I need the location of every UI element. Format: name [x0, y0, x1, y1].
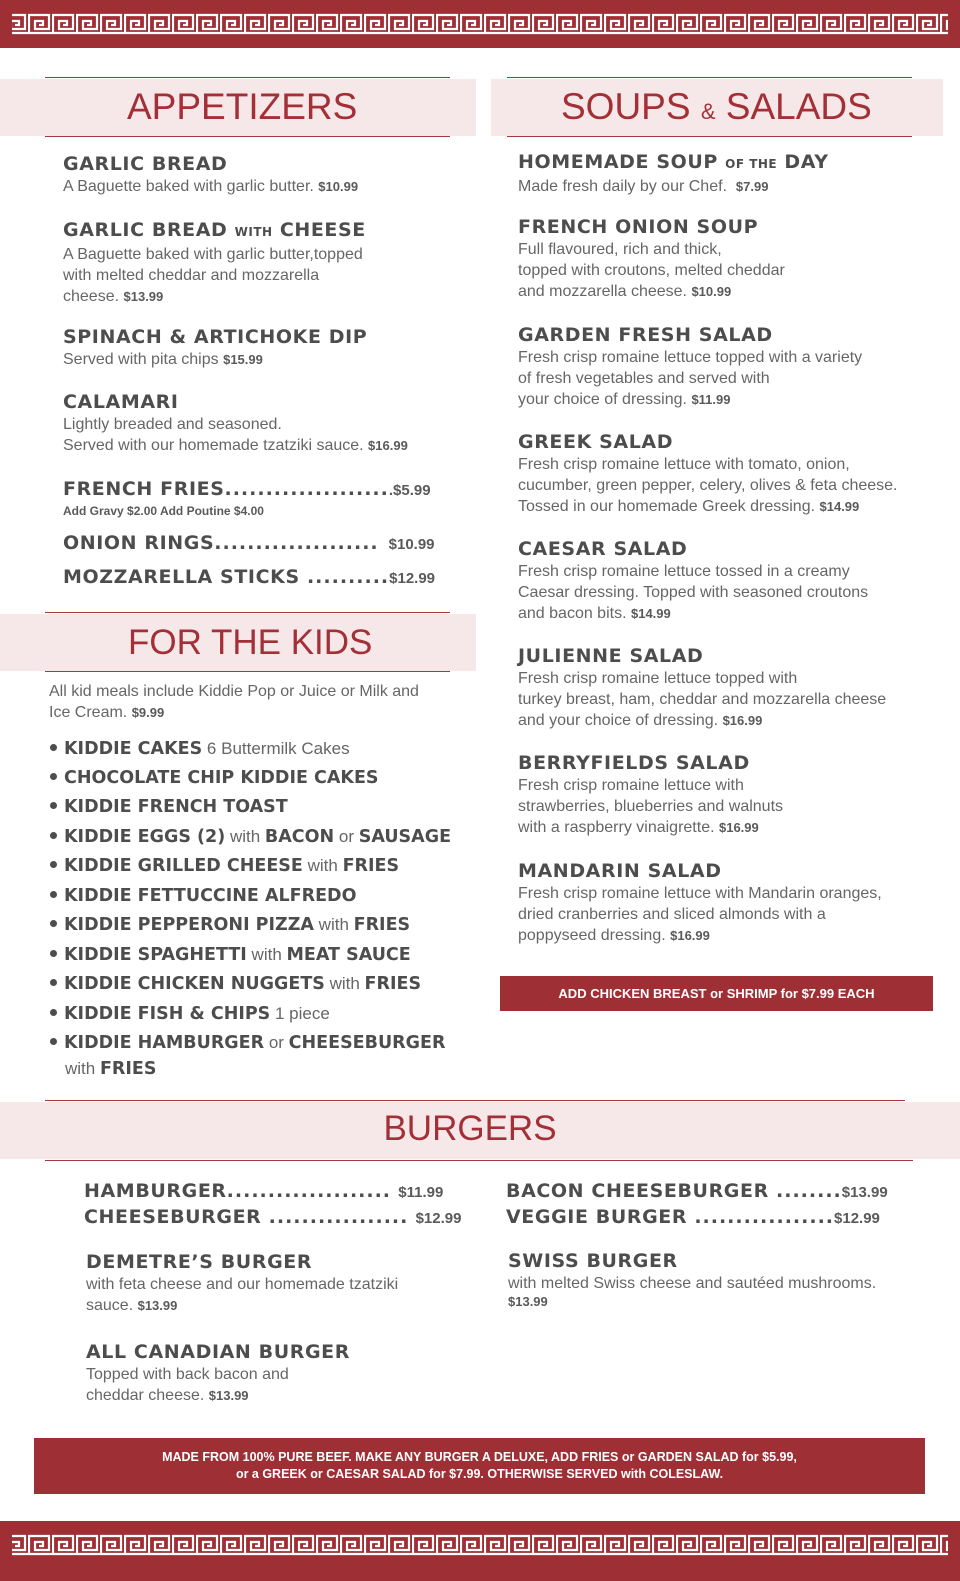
kids-title: FOR THE KIDS	[128, 623, 373, 662]
menu-item-caesar-salad: CAESAR SALAD Fresh crisp romaine lettuce tossed in a creamy Caesar dressing. Topped with seasoned croutons and bacon bits. $14.99	[518, 538, 869, 622]
bullet-icon	[50, 1009, 57, 1016]
kids-item-note: or	[264, 1033, 289, 1052]
kids-item-note: with	[225, 827, 265, 846]
kids-menu-item	[50, 944, 411, 966]
menu-item-cheeseburger: CHEESEBURGER ................. $12.99	[84, 1206, 462, 1228]
menu-item-garlic-bread: GARLIC BREAD A Baguette baked with garlic butter. $10.99	[63, 153, 359, 195]
kids-item-name: FRIES	[99, 1059, 157, 1079]
bullet-icon	[50, 773, 57, 780]
appetizers-header	[0, 79, 476, 136]
bullet-icon	[50, 832, 57, 839]
kids-item-name: KIDDIE SPAGHETTI	[64, 945, 247, 965]
menu-item-greek-salad: GREEK SALAD Fresh crisp romaine lettuce with tomato, onion, cucumber, green pepper, celery, olives & feta cheese. Tossed in our homemade Greek dressing. $14.99	[518, 431, 898, 515]
kids-menu-item	[50, 826, 451, 848]
add-protein-banner: ADD CHICKEN BREAST or SHRIMP for $7.99 EACH	[500, 976, 933, 1011]
menu-item-garden-salad: GARDEN FRESH SALAD Fresh crisp romaine lettuce topped with a variety of fresh vegetables and served with your choice of dressing. $11.99	[518, 324, 863, 408]
menu-item-mandarin-salad: MANDARIN SALAD Fresh crisp romaine lettuce with Mandarin oranges, dried cranberries and sliced almonds with a poppyseed dressing. $16.99	[518, 860, 882, 944]
menu-item-hamburger: HAMBURGER.................... $11.99	[84, 1180, 444, 1202]
bullet-icon	[50, 802, 57, 809]
kids-header	[0, 614, 476, 671]
kids-item-name: CHOCOLATE CHIP KIDDIE CAKES	[64, 768, 379, 788]
greek-key-pattern	[0, 1534, 960, 1556]
kids-menu-item	[50, 1032, 445, 1054]
kids-item-name: BACON	[264, 827, 335, 847]
bullet-icon	[50, 861, 57, 868]
kids-item-note: or	[334, 827, 359, 846]
kids-item-name: FRIES	[342, 856, 400, 876]
kids-item-note: with	[324, 974, 365, 993]
menu-item-french-onion-soup: FRENCH ONION SOUP Full flavoured, rich and thick, topped with croutons, melted cheddar and mozzarella cheese. $10.99	[518, 216, 785, 300]
menu-item-demetres-burger: DEMETRE’S BURGER with feta cheese and our homemade tzatziki sauce. $13.99	[86, 1251, 399, 1314]
menu-item-french-fries: FRENCH FRIES.....................$5.99 Add Gravy $2.00 Add Poutine $4.00	[63, 478, 431, 518]
menu-item-calamari: CALAMARI Lightly breaded and seasoned. Served with our homemade tzatziki sauce. $16.99	[63, 391, 408, 454]
bullet-icon	[50, 979, 57, 986]
kids-menu-item-continuation	[65, 1058, 156, 1080]
kids-menu-item	[50, 885, 356, 907]
soups-salads-header	[491, 79, 943, 136]
kids-item-name: KIDDIE FETTUCCINE ALFREDO	[64, 886, 357, 906]
burgers-header	[0, 1102, 960, 1159]
kids-item-note: with	[246, 945, 287, 964]
appetizers-title: APPETIZERS	[127, 86, 358, 127]
bottom-greek-key-border	[0, 1521, 960, 1581]
kids-menu-item	[50, 796, 288, 818]
menu-item-bacon-cheeseburger: BACON CHEESEBURGER ........$13.99	[506, 1180, 888, 1202]
bullet-icon	[50, 950, 57, 957]
bullet-icon	[50, 891, 57, 898]
kids-item-name: KIDDIE EGGS (2)	[64, 827, 226, 847]
kids-menu-item	[50, 738, 350, 760]
kids-item-note: with	[313, 915, 354, 934]
kids-item-name: SAUSAGE	[358, 827, 452, 847]
kids-item-name: KIDDIE FRENCH TOAST	[64, 797, 288, 817]
kids-item-name: FRIES	[353, 915, 411, 935]
menu-item-swiss-burger: SWISS BURGER with melted Swiss cheese and sautéed mushrooms. $13.99	[508, 1250, 877, 1309]
menu-item-veggie-burger: VEGGIE BURGER .................$12.99	[506, 1206, 880, 1228]
kids-item-note: 6 Buttermilk Cakes	[202, 739, 350, 758]
menu-item-soup-of-the-day: HOMEMADE SOUP OF THE DAY Made fresh daily by our Chef. $7.99	[518, 151, 829, 195]
bullet-icon	[50, 744, 57, 751]
menu-item-mozzarella-sticks: MOZZARELLA STICKS ..........$12.99	[63, 566, 436, 588]
menu-item-garlic-bread-cheese: GARLIC BREAD WITH CHEESE A Baguette baked with garlic butter,topped with melted cheddar and mozzarella cheese. $13.99	[63, 219, 366, 305]
menu-item-berryfields-salad: BERRYFIELDS SALAD Fresh crisp romaine lettuce with strawberries, blueberries and walnuts with a raspberry vinaigrette. $16.99	[518, 752, 784, 836]
bullet-icon	[50, 1038, 57, 1045]
kids-item-note: with	[302, 856, 343, 875]
kids-menu-item	[50, 1003, 330, 1025]
kids-item-name: KIDDIE PEPPERONI PIZZA	[64, 915, 314, 935]
kids-menu-item	[50, 855, 399, 877]
bullet-icon	[50, 920, 57, 927]
burgers-title: BURGERS	[383, 1109, 557, 1148]
burger-info-banner: MADE FROM 100% PURE BEEF. MAKE ANY BURGER A DELUXE, ADD FRIES or GARDEN SALAD for $5.99, or a GREEK or CAESAR SALAD for $7.99. OTHERWISE SERVED with COLESLAW.	[34, 1438, 925, 1494]
menu-item-julienne-salad: JULIENNE SALAD Fresh crisp romaine lettuce topped with turkey breast, ham, cheddar and mozzarella cheese and your choice of dressing. $16.99	[518, 645, 887, 729]
greek-key-pattern	[0, 13, 960, 35]
menu-item-spinach-dip: SPINACH & ARTICHOKE DIP Served with pita chips $15.99	[63, 326, 368, 368]
kids-item-name: KIDDIE CHICKEN NUGGETS	[64, 974, 325, 994]
kids-item-name: KIDDIE HAMBURGER	[64, 1033, 265, 1053]
kids-menu-item	[50, 973, 421, 995]
kids-item-name: KIDDIE FISH & CHIPS	[64, 1004, 271, 1024]
kids-item-name: CHEESEBURGER	[288, 1033, 446, 1053]
kids-intro: All kid meals include Kiddie Pop or Juice or Milk and Ice Cream. $9.99	[49, 683, 419, 721]
kids-item-name: FRIES	[364, 974, 422, 994]
kids-item-name: MEAT SAUCE	[286, 945, 411, 965]
kids-menu-item	[50, 767, 379, 789]
soups-salads-title: SOUPS & SALADS	[561, 86, 872, 127]
menu-item-all-canadian-burger: ALL CANADIAN BURGER Topped with back bacon and cheddar cheese. $13.99	[86, 1341, 350, 1404]
kids-item-name: KIDDIE GRILLED CHEESE	[64, 856, 303, 876]
kids-item-note: with	[65, 1059, 100, 1078]
kids-item-name: KIDDIE CAKES	[64, 739, 203, 759]
menu-item-onion-rings: ONION RINGS.................... $10.99	[63, 532, 435, 554]
kids-menu-item	[50, 914, 410, 936]
kids-item-note: 1 piece	[270, 1004, 330, 1023]
top-greek-key-border	[0, 0, 960, 48]
